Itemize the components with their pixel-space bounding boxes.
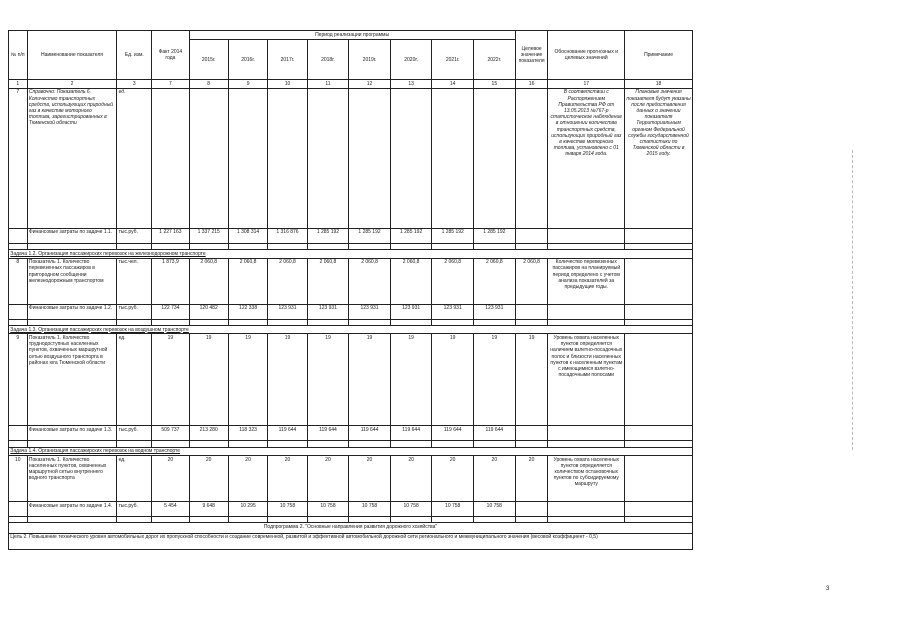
empty-cell xyxy=(548,502,625,517)
value-cell: 19 xyxy=(432,334,474,426)
value-cell xyxy=(432,88,474,228)
value-cell: 2 060,8 xyxy=(390,258,432,304)
unit-cell: ед. xyxy=(117,334,152,426)
task-heading: Задача 1.4. Организация пассажирских перевозок на водном транспорте xyxy=(9,447,693,455)
finance-value: 1 285 192 xyxy=(473,228,515,243)
row-number: 9 xyxy=(9,334,28,426)
empty-cell xyxy=(548,426,625,441)
header-year: 2020г. xyxy=(390,40,432,80)
table-row xyxy=(9,447,693,455)
value-cell: 20 xyxy=(152,456,189,502)
value-cell xyxy=(268,88,307,228)
unit-cell: тыс.чел. xyxy=(117,258,152,304)
finance-value: 119 644 xyxy=(390,426,432,441)
finance-value: 213 280 xyxy=(189,426,228,441)
row-number-empty xyxy=(9,304,28,319)
value-cell: 2 060,8 xyxy=(432,258,474,304)
finance-value: 1 285 192 xyxy=(307,228,349,243)
justification-cell: В соответствии с Распоряжением Правительства РФ от 13.05.2013 №767-р статистическое наблюдение в отношении количества транспортных средств, использующих природный газ в качестве моторного топлива, установлено с 01 января 2014 года. xyxy=(548,88,625,228)
indicator-name: Показатель 1. Количество труднодоступных населенных пунктов, охваченных маршрутной сетью воздушного транспорта в районах юга Тюменской области xyxy=(27,334,117,426)
finance-value: 123 931 xyxy=(390,304,432,319)
value-cell xyxy=(349,88,391,228)
value-cell: 20 xyxy=(390,456,432,502)
value-cell xyxy=(473,88,515,228)
header-year: 2016г. xyxy=(228,40,267,80)
header-unit: Ед. изм. xyxy=(117,31,152,80)
value-cell: 20 xyxy=(473,456,515,502)
header-period: Период реализации программы xyxy=(189,31,515,40)
task-heading: Задача 1.3. Организация пассажирских перевозок на воздушном транспорте xyxy=(9,325,693,333)
finance-label: Финансовые затраты по задаче 1.3. xyxy=(27,426,117,441)
unit-cell: ед. xyxy=(117,88,152,228)
value-cell xyxy=(307,88,349,228)
value-cell: 19 xyxy=(228,334,267,426)
value-cell: 2 060,8 xyxy=(228,258,267,304)
header-year: 2021г. xyxy=(432,40,474,80)
row-number-empty xyxy=(9,502,28,517)
finance-value: 10 758 xyxy=(307,502,349,517)
finance-value: 5 454 xyxy=(152,502,189,517)
finance-value: 1 285 192 xyxy=(390,228,432,243)
value-cell: 19 xyxy=(473,334,515,426)
indicator-name: Показатель 1. Количество населенных пунктов, охваченных маршрутной сетью внутреннего водного транспорта xyxy=(27,456,117,502)
finance-value: 1 285 192 xyxy=(349,228,391,243)
finance-value: 10 758 xyxy=(268,502,307,517)
empty-cell xyxy=(548,228,625,243)
table-row xyxy=(9,523,693,533)
value-cell: 19 xyxy=(515,334,548,426)
header-fact: Факт 2014 года xyxy=(152,31,189,80)
value-cell: 19 xyxy=(152,334,189,426)
subprogram-heading: Подпрограмма 2. "Основные направления развития дорожного хозяйства" xyxy=(9,523,693,533)
value-cell: 20 xyxy=(349,456,391,502)
value-cell: 19 xyxy=(307,334,349,426)
table-body xyxy=(9,88,693,549)
value-cell: 2 060,8 xyxy=(268,258,307,304)
column-number: 7 xyxy=(152,80,189,88)
column-number: 18 xyxy=(625,80,693,88)
finance-value: 118 323 xyxy=(228,426,267,441)
finance-value: 123 931 xyxy=(432,304,474,319)
row-number-empty xyxy=(9,228,28,243)
header-year: 2015г. xyxy=(189,40,228,80)
indicator-name: Справочно: Показатель 6. Количество транспортных средств, использующих природный газ в качестве моторного топлива, зарегистрированных в Тюменской области xyxy=(27,88,117,228)
column-number: 13 xyxy=(390,80,432,88)
row-number: 7 xyxy=(9,88,28,228)
value-cell: 20 xyxy=(432,456,474,502)
finance-value: 10 758 xyxy=(473,502,515,517)
finance-value: 10 758 xyxy=(390,502,432,517)
value-cell xyxy=(189,88,228,228)
finance-value: 9 648 xyxy=(189,502,228,517)
column-number-row xyxy=(9,80,693,88)
empty-cell xyxy=(625,304,693,319)
value-cell xyxy=(515,88,548,228)
column-number: 12 xyxy=(349,80,391,88)
value-cell: 20 xyxy=(189,456,228,502)
finance-unit: тыс.руб. xyxy=(117,502,152,517)
table-row xyxy=(9,88,693,228)
value-cell: 19 xyxy=(390,334,432,426)
finance-unit: тыс.руб. xyxy=(117,304,152,319)
table-row xyxy=(9,334,693,426)
finance-label: Финансовые затраты по задаче 1.1. xyxy=(27,228,117,243)
value-cell: 2 060,8 xyxy=(515,258,548,304)
value-cell: 20 xyxy=(268,456,307,502)
finance-unit: тыс.руб. xyxy=(117,426,152,441)
finance-value: 119 644 xyxy=(307,426,349,441)
value-cell xyxy=(390,88,432,228)
unit-cell: ед. xyxy=(117,456,152,502)
empty-cell xyxy=(515,304,548,319)
finance-value: 10 758 xyxy=(349,502,391,517)
value-cell: 20 xyxy=(228,456,267,502)
finance-value: 1 316 876 xyxy=(268,228,307,243)
finance-value: 123 931 xyxy=(268,304,307,319)
justification-cell: Уровень охвата населенных пунктов определяется количеством остановочных пунктов по субсидируемому маршруту xyxy=(548,456,625,502)
note-cell xyxy=(625,258,693,304)
column-number: 9 xyxy=(228,80,267,88)
value-cell: 19 xyxy=(189,334,228,426)
column-number: 15 xyxy=(473,80,515,88)
finance-value: 1 308 314 xyxy=(228,228,267,243)
finance-value: 1 337 215 xyxy=(189,228,228,243)
column-number: 8 xyxy=(189,80,228,88)
note-cell: Плановые значения показателя будут указаны после предоставления данных о значении показателя Территориальным органом Федеральной службы государственной статистики по Тюменской области в 2015 году. xyxy=(625,88,693,228)
goal-heading: Цель 2. Повышение технического уровня автомобильных дорог их пропускной способности и создание современной, развитой и эффективной автомобильной дорожной сети регионального и межмуниципального значения (весовой коэффициент - 0,5) xyxy=(9,533,693,549)
header-year: 2019г. xyxy=(349,40,391,80)
column-number: 17 xyxy=(548,80,625,88)
finance-label: Финансовые затраты по задаче 1.4. xyxy=(27,502,117,517)
column-number: 14 xyxy=(432,80,474,88)
finance-value: 119 644 xyxy=(473,426,515,441)
column-number: 16 xyxy=(515,80,548,88)
column-number: 10 xyxy=(268,80,307,88)
column-number: 2 xyxy=(27,80,117,88)
table-row xyxy=(9,325,693,333)
empty-cell xyxy=(625,502,693,517)
finance-value: 119 644 xyxy=(349,426,391,441)
finance-unit: тыс.руб. xyxy=(117,228,152,243)
header-target: Целевое значение показателя xyxy=(515,31,548,80)
empty-cell xyxy=(625,228,693,243)
document-page xyxy=(8,30,693,600)
column-number: 1 xyxy=(9,80,28,88)
empty-cell xyxy=(515,426,548,441)
header-note: Примечание xyxy=(625,31,693,80)
finance-value: 123 931 xyxy=(473,304,515,319)
value-cell: 20 xyxy=(307,456,349,502)
finance-value: 10 758 xyxy=(432,502,474,517)
value-cell: 2 060,8 xyxy=(307,258,349,304)
task-heading: Задача 1.2. Организация пассажирских перевозок на железнодорожном транспорте xyxy=(9,250,693,258)
table-row xyxy=(9,502,693,517)
program-indicators-table xyxy=(8,30,693,550)
finance-value: 123 931 xyxy=(307,304,349,319)
table-row xyxy=(9,456,693,502)
indicator-name: Показатель 1. Количество перевезенных пассажиров в пригородном сообщении железнодорожным транспортом xyxy=(27,258,117,304)
header-num: № п/п xyxy=(9,31,28,80)
table-row xyxy=(9,426,693,441)
empty-cell xyxy=(515,228,548,243)
value-cell: 19 xyxy=(349,334,391,426)
row-number: 10 xyxy=(9,456,28,502)
table-row xyxy=(9,533,693,549)
note-cell xyxy=(625,334,693,426)
justification-cell: Количество перевезенных пассажиров на планируемый период определено с учетом анализа показателей за предыдущие годы. xyxy=(548,258,625,304)
finance-value: 122 734 xyxy=(152,304,189,319)
header-indicator: Наименование показателя xyxy=(27,31,117,80)
note-cell xyxy=(625,456,693,502)
row-number-empty xyxy=(9,426,28,441)
value-cell: 1 873,9 xyxy=(152,258,189,304)
value-cell: 2 060,8 xyxy=(473,258,515,304)
header-year: 2017г. xyxy=(268,40,307,80)
finance-value: 122 338 xyxy=(228,304,267,319)
justification-cell: Уровень охвата населенных пунктов определяется наличием взлетно-посадочных полос и близости населенных пунктов к населенным пунктам с имеющимися взлетно-посадочными полосами xyxy=(548,334,625,426)
column-number: 11 xyxy=(307,80,349,88)
finance-value: 10 295 xyxy=(228,502,267,517)
value-cell xyxy=(228,88,267,228)
column-number: 3 xyxy=(117,80,152,88)
finance-value: 119 644 xyxy=(268,426,307,441)
table-row xyxy=(9,250,693,258)
table-row xyxy=(9,258,693,304)
scan-edge-marks xyxy=(852,150,854,450)
table-row xyxy=(9,304,693,319)
finance-value: 1 285 192 xyxy=(432,228,474,243)
finance-value: 119 644 xyxy=(432,426,474,441)
finance-value: 1 227 163 xyxy=(152,228,189,243)
value-cell: 2 060,8 xyxy=(189,258,228,304)
empty-cell xyxy=(548,304,625,319)
row-number: 8 xyxy=(9,258,28,304)
empty-cell xyxy=(625,426,693,441)
finance-label: Финансовые затраты по задаче 1.2. xyxy=(27,304,117,319)
finance-value: 509 737 xyxy=(152,426,189,441)
empty-cell xyxy=(515,502,548,517)
value-cell xyxy=(152,88,189,228)
header-year: 2022г. xyxy=(473,40,515,80)
value-cell: 20 xyxy=(515,456,548,502)
table-row xyxy=(9,228,693,243)
finance-value: 123 931 xyxy=(349,304,391,319)
finance-value: 120 482 xyxy=(189,304,228,319)
value-cell: 2 060,8 xyxy=(349,258,391,304)
value-cell: 19 xyxy=(268,334,307,426)
header-justification: Обоснование прогнозных и целевых значений xyxy=(548,31,625,80)
header-year: 2018г. xyxy=(307,40,349,80)
page-number: 3 xyxy=(826,586,830,592)
